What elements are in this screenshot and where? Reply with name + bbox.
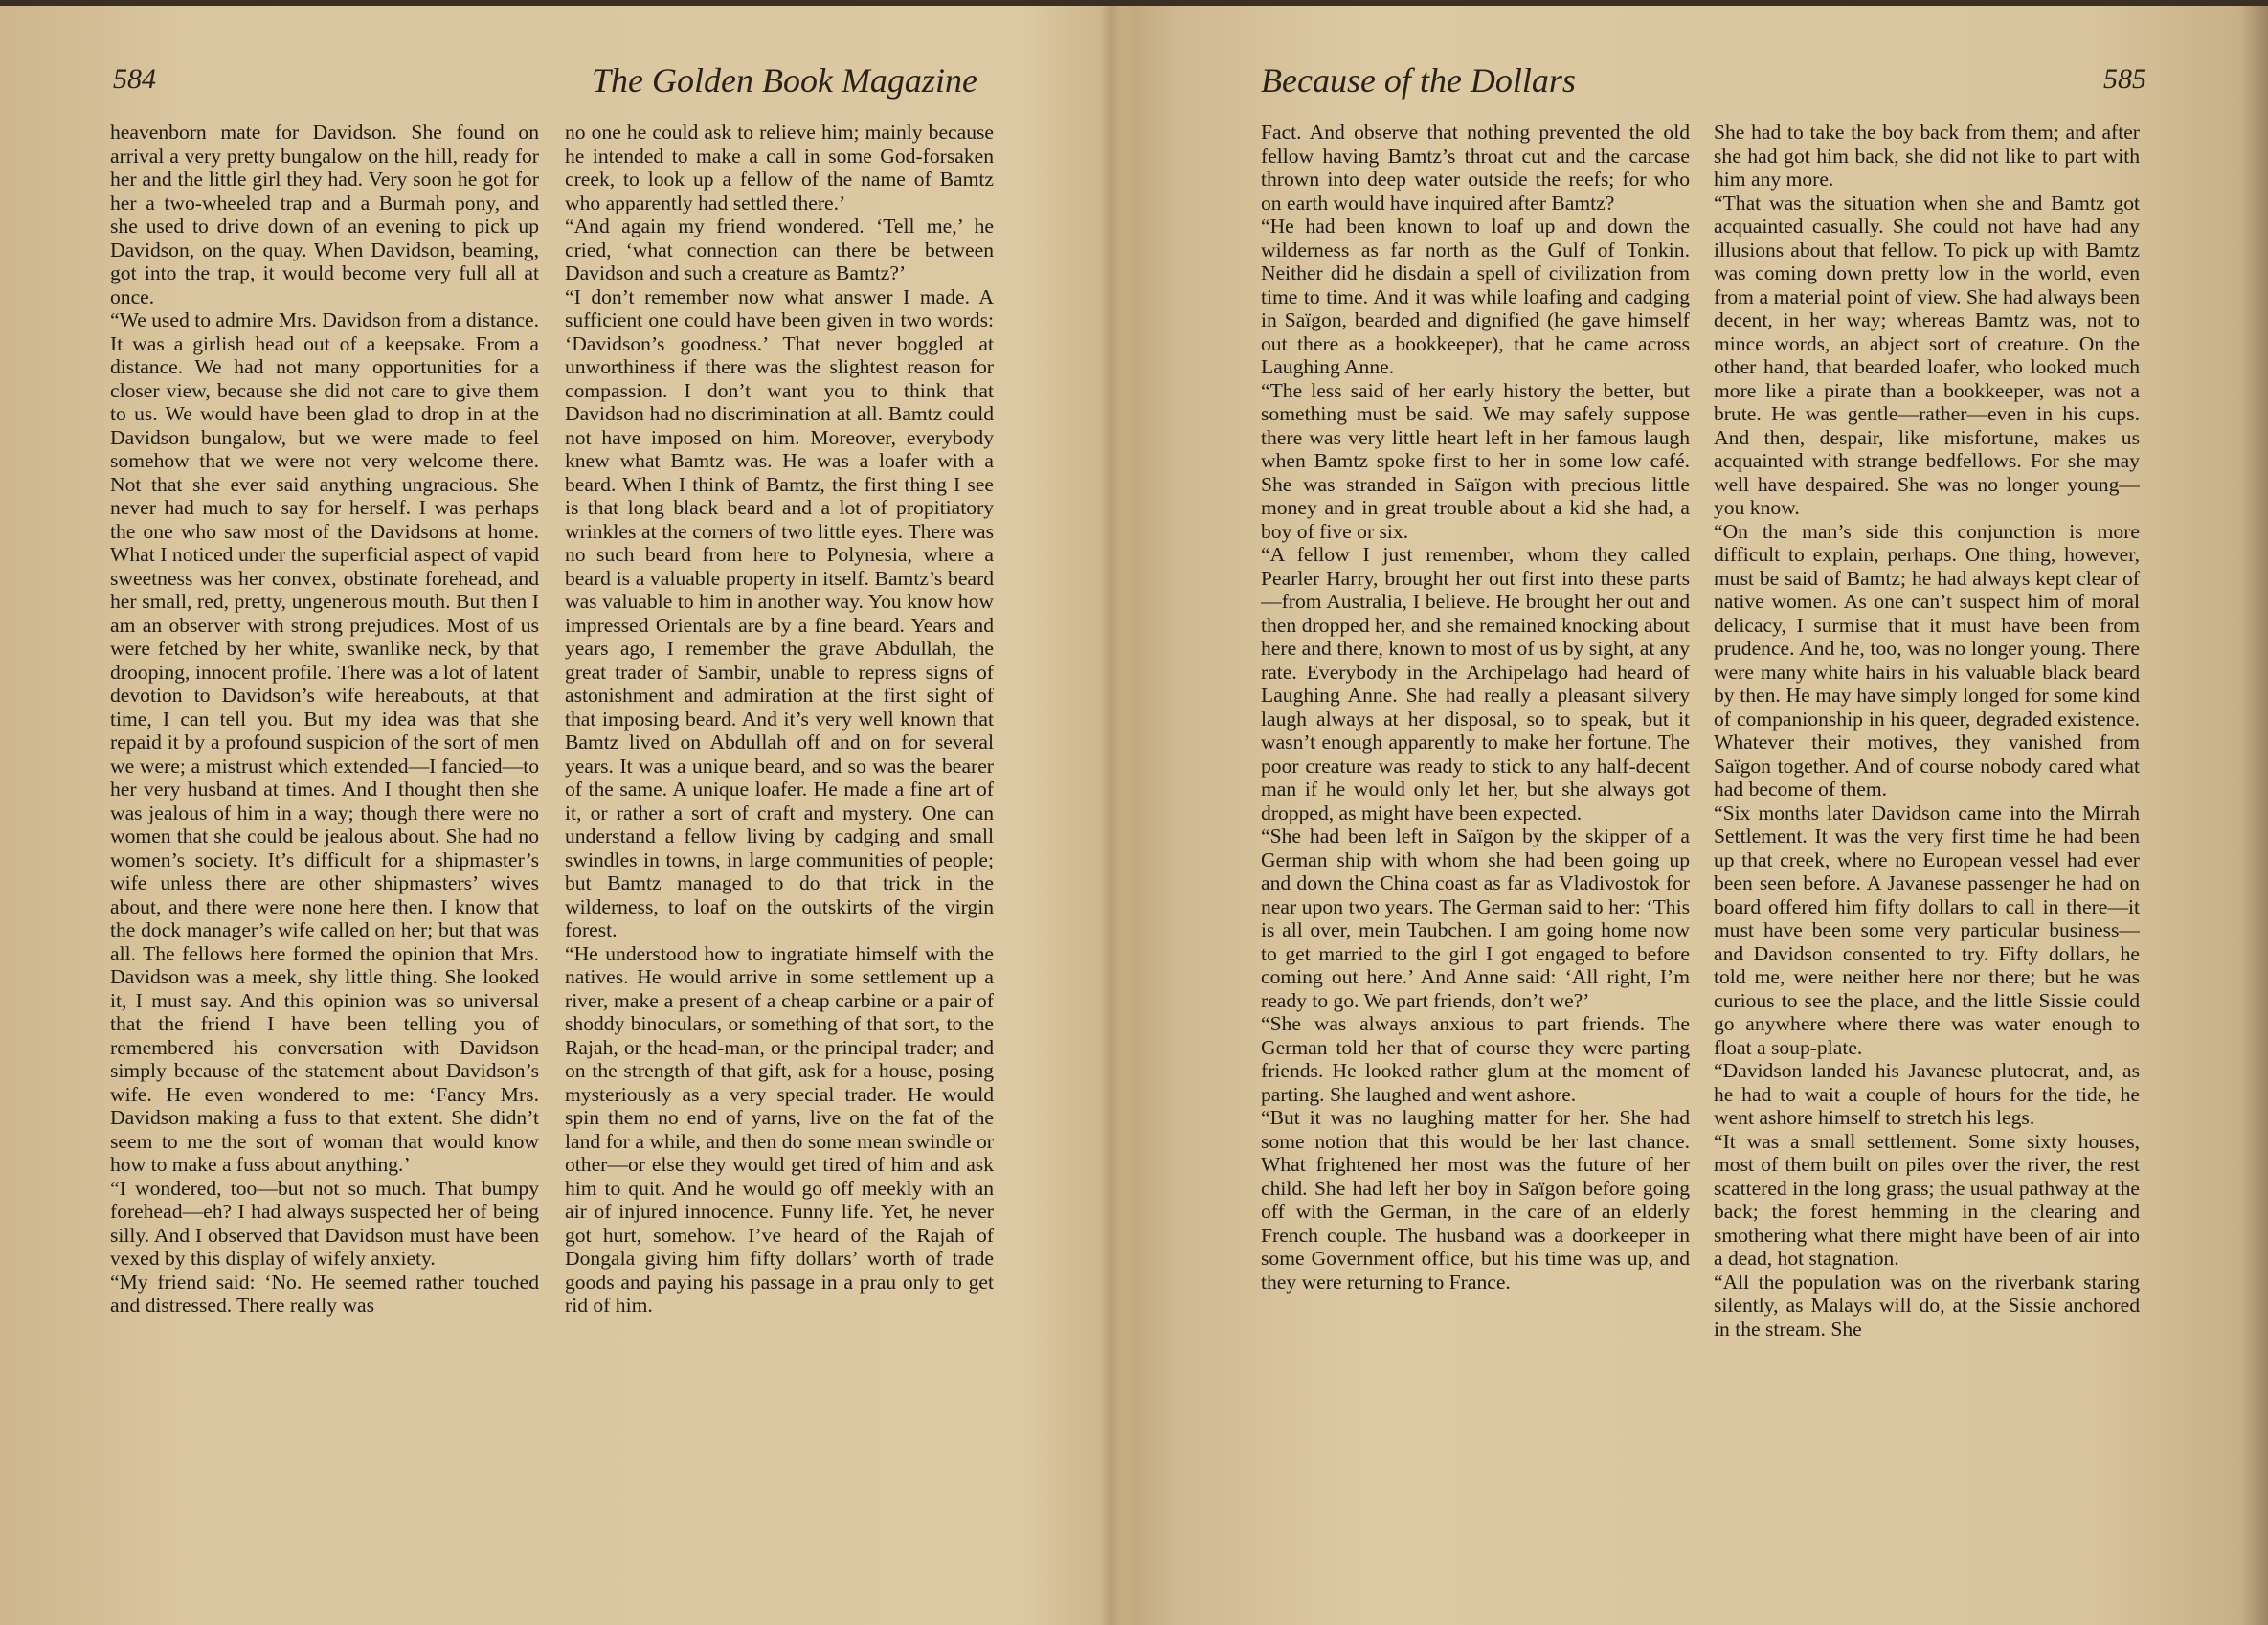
paragraph: “And again my friend wondered. ‘Tell me,’ he cried, ‘what connection can there be between Davidson and such a creature as Bamtz?’	[565, 214, 994, 284]
paragraph: “Davidson landed his Javanese plutocrat, and, as he had to wait a couple of hours for the tide, he went ashore himself to stretch his legs.	[1714, 1059, 2140, 1129]
paragraph: “He had been known to loaf up and down the wilderness as far north as the Gulf of Tonkin. Neither did he disdain a spell of civilization from time to time. And it was while loafing and cadging in Saïgon, bearded and dignified (he gave himself out there as a bookkeeper), that he came across Laughing Anne.	[1261, 214, 1690, 378]
left-running-head: The Golden Book Magazine	[592, 61, 977, 100]
right-page-number: 585	[2103, 63, 2146, 95]
paragraph: Fact. And observe that nothing prevented the old fellow having Bamtz’s throat cut and the carcase thrown into deep water outside the reefs; for who on earth would have inquired after Bamtz?	[1261, 121, 1690, 214]
paragraph: “On the man’s side this conjunction is more difficult to explain, perhaps. One thing, however, must be said of Bamtz; he had always kept clear of native women. As one can’t suspect him of moral delicacy, I surmise that it must have been from prudence. And he, too, was no longer young. There were many white hairs in his valuable black beard by then. He may have simply longed for some kind of companionship in his queer, degraded existence. Whatever their motives, they vanished from Saïgon together. And of course nobody cared what had become of them.	[1714, 519, 2140, 801]
left-page-number: 584	[113, 63, 156, 95]
right-page	[1122, 6, 2268, 1625]
paragraph: “She had been left in Saïgon by the skipper of a German ship with whom she had been going up and down the China coast as far as Vladivostok for near upon two years. The German said to her: ‘This is all over, mein Taubchen. I am going home now to get married to the girl I got engaged to before coming out here.’ And Anne said: ‘All right, I’m ready to go. We part friends, don’t we?’	[1261, 824, 1690, 1012]
paragraph: “But it was no laughing matter for her. She had some notion that this would be her last chance. What frightened her most was the future of her child. She had left her boy in Saïgon before going off with the German, in the care of an elderly French couple. The husband was a doorkeeper in some Government office, but his time was up, and they were returning to France.	[1261, 1106, 1690, 1294]
left-page	[0, 6, 1101, 1625]
paragraph: “The less said of her early history the better, but something must be said. We may safely suppose there was very little heart left in her famous laugh when Bamtz spoke first to her in some low café. She was stranded in Saïgon with precious little money and in great trouble about a kid she had, a boy of five or six.	[1261, 378, 1690, 543]
left-column-1	[110, 121, 539, 1547]
paragraph: no one he could ask to relieve him; mainly because he intended to make a call in some God-forsaken creek, to look up a fellow of the name of Bamtz who apparently had settled there.’	[565, 121, 994, 214]
paragraph: “That was the situation when she and Bamtz got acquainted casually. She could not have had any illusions about that fellow. To pick up with Bamtz was coming down pretty low in the world, even from a material point of view. She had always been decent, in her way; whereas Bamtz was, not to mince words, an abject sort of creature. On the other hand, that bearded loafer, who looked much more like a pirate than a bookkeeper, was not a brute. He was gentle—rather—even in his cups. And then, despair, like misfortune, makes us acquainted with strange bedfellows. For she may well have despaired. She was no longer young—you know.	[1714, 191, 2140, 519]
paragraph: “I wondered, too—but not so much. That bumpy forehead—eh? I had always suspected her of being silly. And I observed that Davidson must have been vexed by this display of wifely anxiety.	[110, 1176, 539, 1270]
paragraph: “We used to admire Mrs. Davidson from a distance. It was a girlish head out of a keepsake. From a distance. We had not many opportunities for a closer view, because she did not care to give them to us. We would have been glad to drop in at the Davidson bungalow, but we were made to feel somehow that we were not very welcome there. Not that she ever said anything ungracious. She never had much to say for herself. I was perhaps the one who saw most of the Davidsons at home. What I noticed under the superficial aspect of vapid sweetness was her convex, obstinate forehead, and her small, red, pretty, ungenerous mouth. But then I am an observer with strong prejudices. Most of us were fetched by her white, swanlike neck, by that drooping, innocent profile. There was a lot of latent devotion to Davidson’s wife hereabouts, at that time, I can tell you. But my idea was that she repaid it by a profound suspicion of the sort of men we were; a mistrust which extended—I fancied—to her very husband at times. And I thought then she was jealous of him in a way; though there were no women that she could be jealous about. She had no women’s society. It’s difficult for a shipmaster’s wife unless there are other shipmasters’ wives about, and there were none here then. I know that the dock manager’s wife called on her; but that was all. The fellows here formed the opinion that Mrs. Davidson was a meek, shy little thing. She looked it, I must say. And this opinion was so universal that the friend I have been telling you of remembered his conversation with Davidson simply because of the statement about Davidson’s wife. He even wondered to me: ‘Fancy Mrs. Davidson making a fuss to that extent. She didn’t seem to me the sort of woman that would know how to make a fuss about anything.’	[110, 308, 539, 1176]
paragraph: “He understood how to ingratiate himself with the natives. He would arrive in some settlement up a river, make a present of a cheap carbine or a pair of shoddy binoculars, or something of that sort, to the Rajah, or the head-man, or the principal trader; and on the strength of that gift, ask for a house, posing mysteriously as a very special trader. He would spin them no end of yarns, live on the fat of the land for a while, and then do some mean swindle or other—or else they would get tired of him and ask him to quit. And he would go off meekly with an air of injured innocence. Funny life. Yet, he never got hurt, somehow. I’ve heard of the Rajah of Dongala giving him fifty dollars’ worth of trade goods and paying his passage in a prau only to get rid of him.	[565, 941, 994, 1317]
paragraph: “All the population was on the riverbank staring silently, as Malays will do, at the Sissie anchored in the stream. She	[1714, 1270, 2140, 1341]
magazine-spread	[0, 6, 2268, 1625]
page-gutter	[1101, 6, 1122, 1625]
left-column-2	[565, 121, 994, 1547]
paragraph: “Six months later Davidson came into the Mirrah Settlement. It was the very first time he had been up that creek, where no European vessel had ever been seen before. A Javanese passenger he had on board offered him fifty dollars to call in there—it must have been some very particular business—and Davidson consented to try. Fifty dollars, he told me, were neither here nor there; but he was curious to see the place, and the little Sissie could go anywhere where there was water enough to float a soup-plate.	[1714, 801, 2140, 1059]
paragraph: “I don’t remember now what answer I made. A sufficient one could have been given in two words: ‘Davidson’s goodness.’ That never boggled at unworthiness if there was the slightest reason for compassion. I don’t want you to think that Davidson had no discrimination at all. Bamtz could not have imposed on him. Moreover, everybody knew what Bamtz was. He was a loafer with a beard. When I think of Bamtz, the first thing I see is that long black beard and a lot of propitiatory wrinkles at the corners of two little eyes. There was no such beard from here to Polynesia, where a beard is a valuable property in itself. Bamtz’s beard was valuable to him in another way. You know how impressed Orientals are by a fine beard. Years and years ago, I remember the grave Abdullah, the great trader of Sambir, unable to repress signs of astonishment and admiration at the first sight of that imposing beard. And it’s very well known that Bamtz lived on Abdullah off and on for several years. It was a unique beard, and so was the bearer of the same. A unique loafer. He made a fine art of it, or rather a sort of craft and mystery. One can understand a fellow living by cadging and small swindles in towns, in large communities of people; but Bamtz managed to do that trick in the wilderness, to loaf on the outskirts of the virgin forest.	[565, 284, 994, 941]
paragraph: “A fellow I just remember, whom they called Pearler Harry, brought her out first into these parts—from Australia, I believe. He brought her out and then dropped her, and she remained knocking about here and there, known to most of us by sight, at any rate. Everybody in the Archipelago had heard of Laughing Anne. She had really a pleasant silvery laugh always at her disposal, so to speak, but it wasn’t enough apparently to make her fortune. The poor creature was ready to stick to any half-decent man if he would only let her, but she always got dropped, as might have been expected.	[1261, 543, 1690, 824]
paragraph: “It was a small settlement. Some sixty houses, most of them built on piles over the river, the rest scattered in the long grass; the usual pathway at the back; the forest hemming in the clearing and smothering what there might have been of air into a dead, hot stagnation.	[1714, 1129, 2140, 1270]
paragraph: She had to take the boy back from them; and after she had got him back, she did not like to part with him any more.	[1714, 121, 2140, 191]
paragraph: “She was always anxious to part friends. The German told her that of course they were parting friends. He looked rather glum at the moment of parting. She laughed and went ashore.	[1261, 1012, 1690, 1106]
paragraph: heavenborn mate for Davidson. She found on arrival a very pretty bungalow on the hill, ready for her and the little girl they had. Very soon he got for her a two-wheeled trap and a Burmah pony, and she used to drive down of an evening to pick up Davidson, on the quay. When Davidson, beaming, got into the trap, it would become very full all at once.	[110, 121, 539, 308]
right-column-2	[1714, 121, 2140, 1547]
right-running-head: Because of the Dollars	[1261, 61, 1576, 100]
right-column-1	[1261, 121, 1690, 1547]
paragraph: “My friend said: ‘No. He seemed rather touched and distressed. There really was	[110, 1270, 539, 1317]
